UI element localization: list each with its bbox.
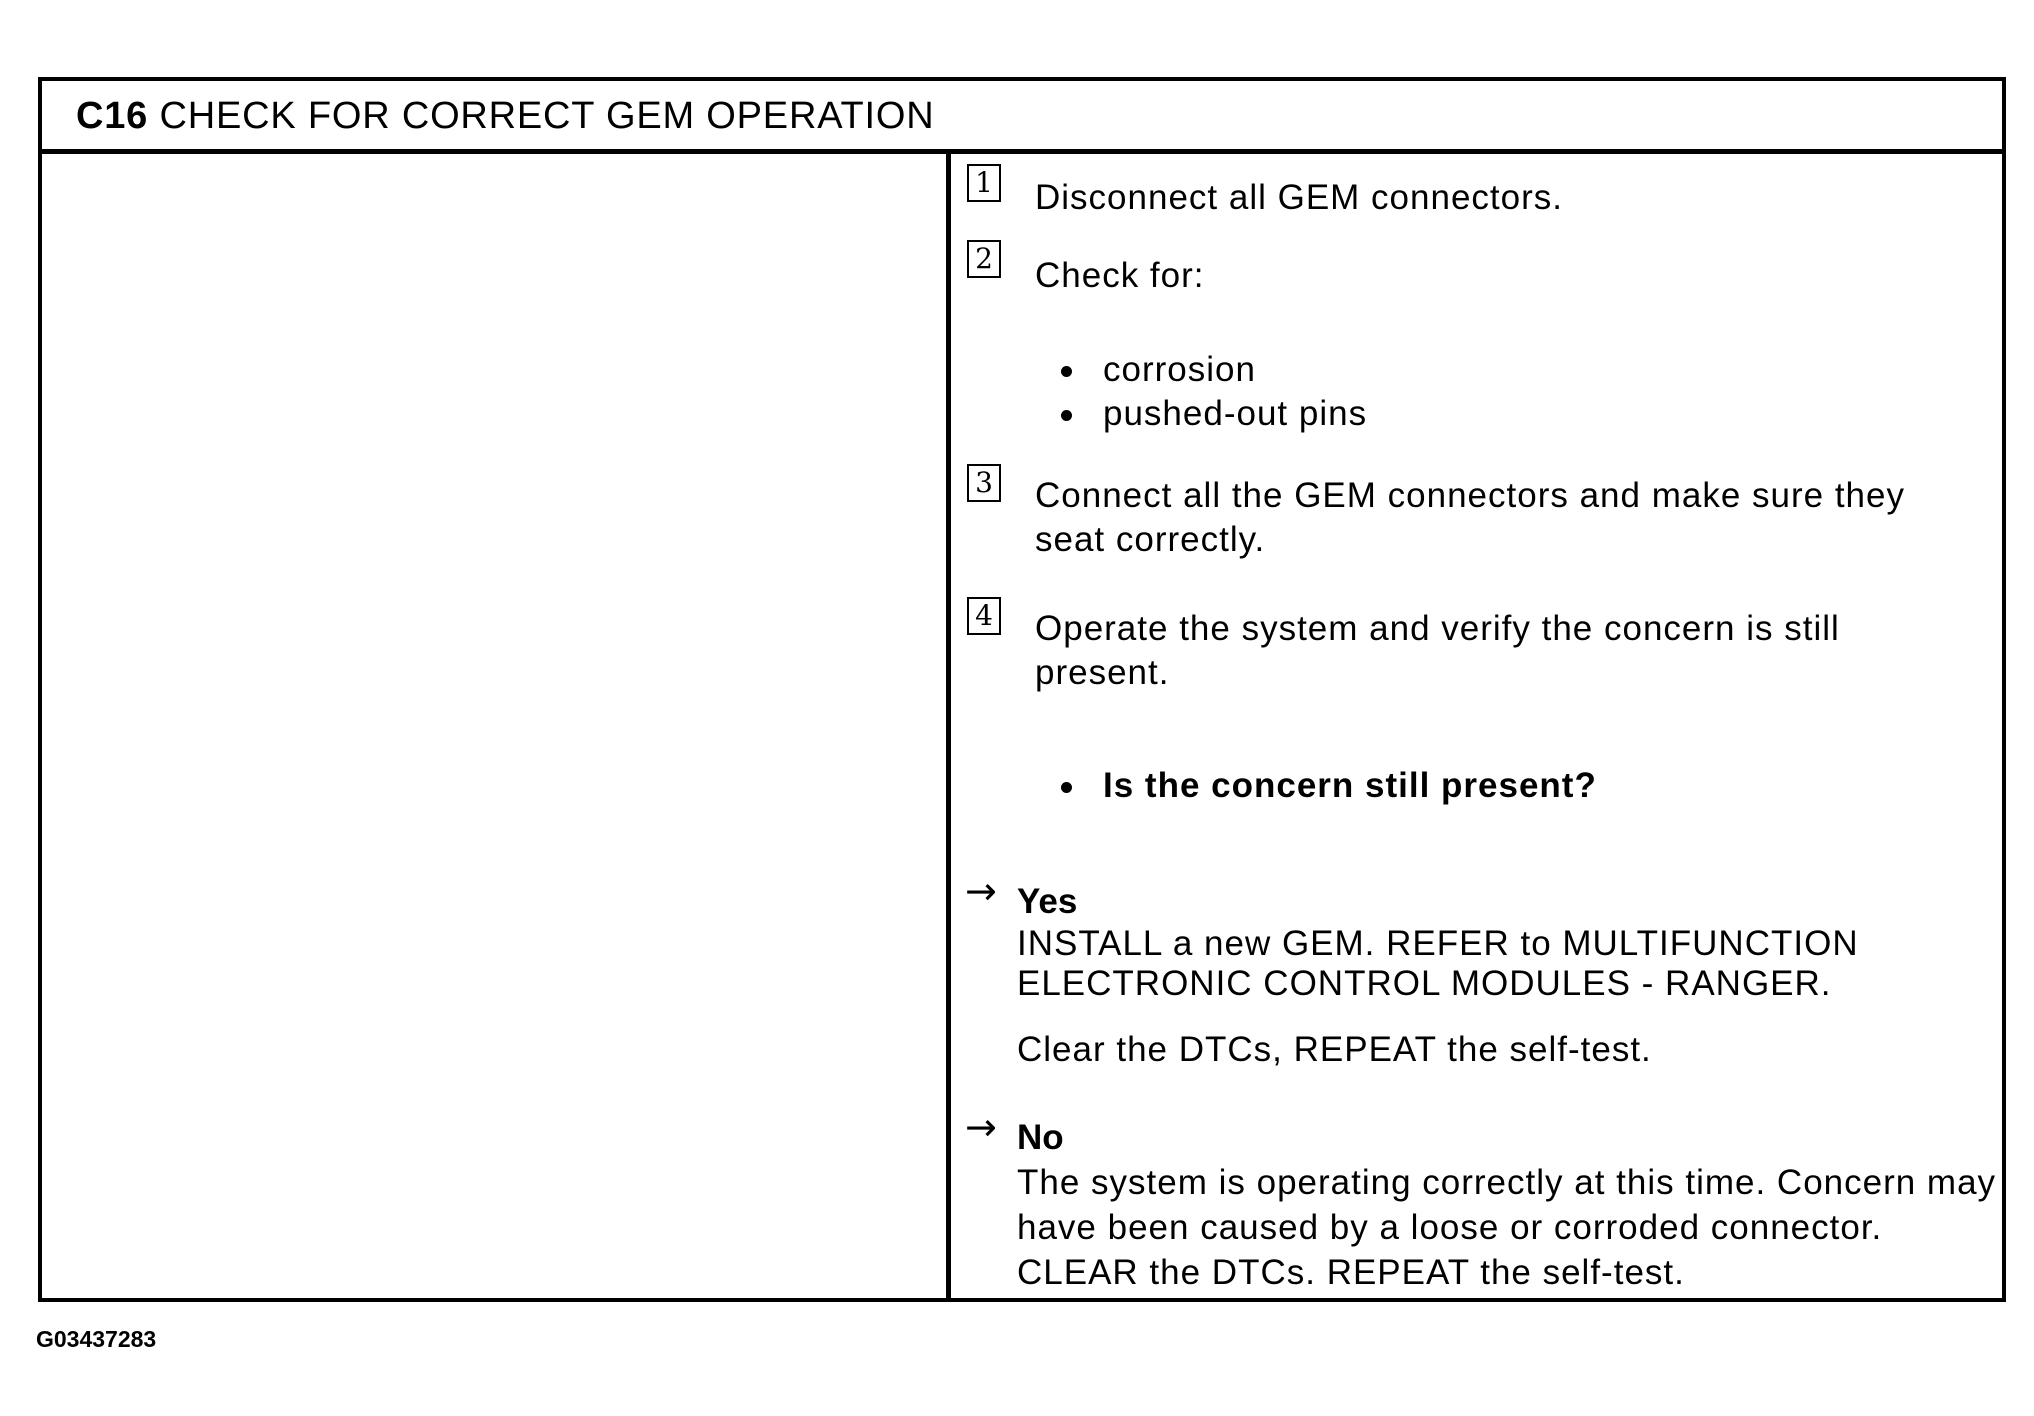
step-text: Check for: (1035, 256, 1205, 295)
arrow-right-icon: → (965, 869, 997, 913)
step-number-box: 4 (967, 597, 1001, 635)
illustration-pane (42, 154, 946, 1298)
procedure-table (38, 77, 2006, 1302)
question-list (1061, 764, 1597, 808)
check-list (1061, 348, 1367, 436)
step-number-box: 1 (967, 164, 1001, 202)
step-number-box: 2 (967, 240, 1001, 278)
test-title: CHECK FOR CORRECT GEM OPERATION (159, 95, 935, 137)
figure-id: G03437283 (36, 1326, 157, 1352)
test-code: C16 (76, 95, 149, 137)
answer-text: The system is operating correctly at this time. Concern may have been caused by a loose or corroded connector. CLEAR the DTCs. REPEAT the self-test. (1017, 1163, 1997, 1292)
list-item: corrosion (1061, 348, 1367, 392)
table-header (42, 81, 2002, 154)
step-number-box: 3 (967, 464, 1001, 502)
step-text: Operate the system and verify the concern is still present. (1035, 609, 1840, 692)
question-text: Is the concern still present? (1061, 764, 1597, 808)
step-text: Connect all the GEM connectors and make sure they seat correctly. (1035, 476, 1905, 559)
answer-text: Clear the DTCs, REPEAT the self-test. (1017, 1030, 1652, 1069)
answer-label: No (1017, 1118, 1064, 1157)
instructions-pane (951, 154, 2002, 1298)
answer-text: INSTALL a new GEM. REFER to MULTIFUNCTION ELECTRONIC CONTROL MODULES - RANGER. (1017, 924, 1859, 1003)
header-title (76, 95, 935, 138)
arrow-right-icon: → (965, 1105, 997, 1149)
answer-label: Yes (1017, 882, 1078, 921)
step-text: Disconnect all GEM connectors. (1035, 178, 1563, 217)
list-item: pushed-out pins (1061, 392, 1367, 436)
